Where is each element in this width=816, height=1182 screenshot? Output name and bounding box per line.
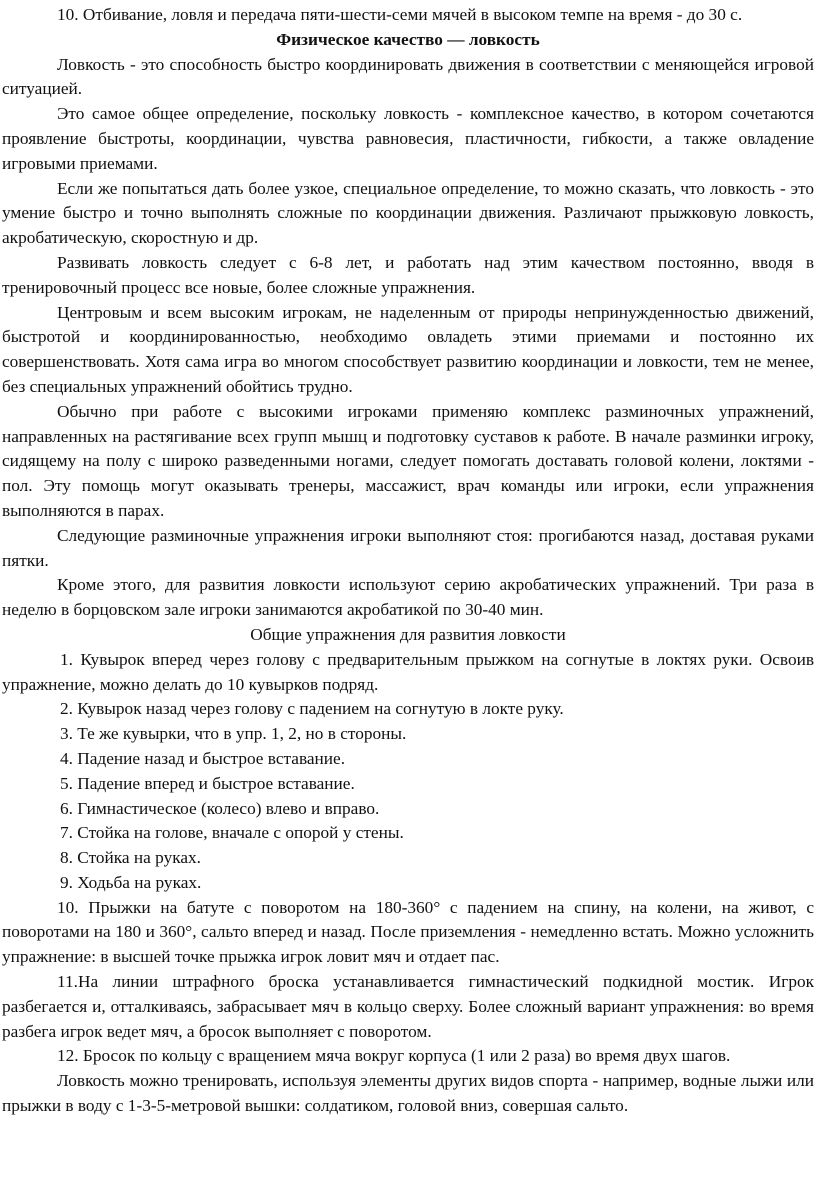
paragraph-acrobatics: Кроме этого, для развития ловкости используют серию акробатических упражнений. Три раза в неделю в борцовском зале игроки занимаются акробатикой по 30-40 мин. [2, 575, 814, 620]
section-title: Физическое качество — ловкость [276, 29, 540, 49]
exercise-item-1: 1. Кувырок вперед через голову с предварительным прыжком на согнутые в локтях руки. Освоив упражнение, можно делать до 10 кувырков подряд. [2, 649, 814, 694]
paragraph-standing-exercises: Следующие разминочные упражнения игроки выполняют стоя: прогибаются назад, доставая руками пятки. [2, 525, 814, 570]
paragraph-definition: Ловкость - это способность быстро координировать движения в соответствии с меняющейся игровой ситуацией. [2, 54, 814, 99]
exercise-item-10: 10. Прыжки на батуте с поворотом на 180-360° с падением на спину, на колени, на живот, с поворотами на 180 и 360°, сальто вперед и назад. После приземления - немедленно встать. Можно усложнить упражнение: в высшей точке прыжка игрок ловит мяч и отдает пас. [2, 897, 814, 967]
paragraph-develop-age: Развивать ловкость следует с 6-8 лет, и работать над этим качеством постоянно, вводя в тренировочный процесс все новые, более сложные упражнения. [2, 252, 814, 297]
paragraph-general-definition: Это самое общее определение, поскольку ловкость - комплексное качество, в котором сочетаются проявление быстроты, координации, чувства равновесия, пластичности, гибкости, а также овладение игровыми приемами. [2, 104, 814, 173]
paragraph-narrow-definition: Если же попытаться дать более узкое, специальное определение, то можно сказать, что ловкость - это умение быстро и точно выполнять сложные по координации движения. Различают прыжковую ловкость, акробатическую, скоростную и др. [2, 178, 814, 248]
exercises-title: Общие упражнения для развития ловкости [250, 624, 566, 644]
exercise-item-9: 9. Ходьба на руках. [60, 872, 202, 892]
exercise-item-12: 12. Бросок по кольцу с вращением мяча вокруг корпуса (1 или 2 раза) во время двух шагов. [57, 1046, 731, 1066]
exercise-item-4: 4. Падение назад и быстрое вставание. [60, 748, 346, 768]
exercise-item-2: 2. Кувырок назад через голову с падением на согнутую в локте руку. [60, 699, 564, 719]
exercise-item-11: 11.На линии штрафного броска устанавливается гимнастический подкидной мостик. Игрок разбегается и, отталкиваясь, забрасывает мяч в кольцо сверху. Более сложный вариант упражнения: во время разбега игрок ведет мяч, а бросок выполняет с поворотом. [2, 972, 814, 1041]
paragraph-closing: Ловкость можно тренировать, используя элементы других видов спорта - например, водные лыжи или прыжки в воду с 1-3-5-метровой вышки: солдатиком, головой вниз, совершая сальто. [2, 1071, 814, 1116]
paragraph-warmup: Обычно при работе с высокими игроками применяю комплекс разминочных упражнений, направленных на растягивание всех групп мышц и подготовку суставов к работе. В начале разминки игроку, сидящему на полу с широко разведенными ногами, следует помогать доставать головой колени, локтями - пол. Эту помощь могут оказывать тренеры, массажист, врач команды или игроки, если упражнения выполняются в парах. [2, 401, 814, 520]
exercise-item-5: 5. Падение вперед и быстрое вставание. [60, 773, 355, 793]
paragraph-exercise-10-top: 10. Отбивание, ловля и передача пяти-шести-семи мячей в высоком темпе на время - до 30 с. [57, 5, 743, 24]
exercise-item-7: 7. Стойка на голове, вначале с опорой у стены. [60, 823, 404, 843]
exercise-item-6: 6. Гимнастическое (колесо) влево и вправо. [60, 798, 380, 818]
paragraph-tall-players: Центровым и всем высоким игрокам, не наделенным от природы непринужденностью движений, быстротой и координированностью, необходимо овладеть этими приемами и постоянно их совершенствовать. Хотя сама игра во многом способствует развитию координации и ловкости, тем не менее, без специальных упражнений обойтись трудно. [2, 302, 814, 396]
exercise-item-8: 8. Стойка на руках. [60, 848, 201, 868]
exercise-item-3: 3. Те же кувырки, что в упр. 1, 2, но в стороны. [60, 724, 407, 744]
